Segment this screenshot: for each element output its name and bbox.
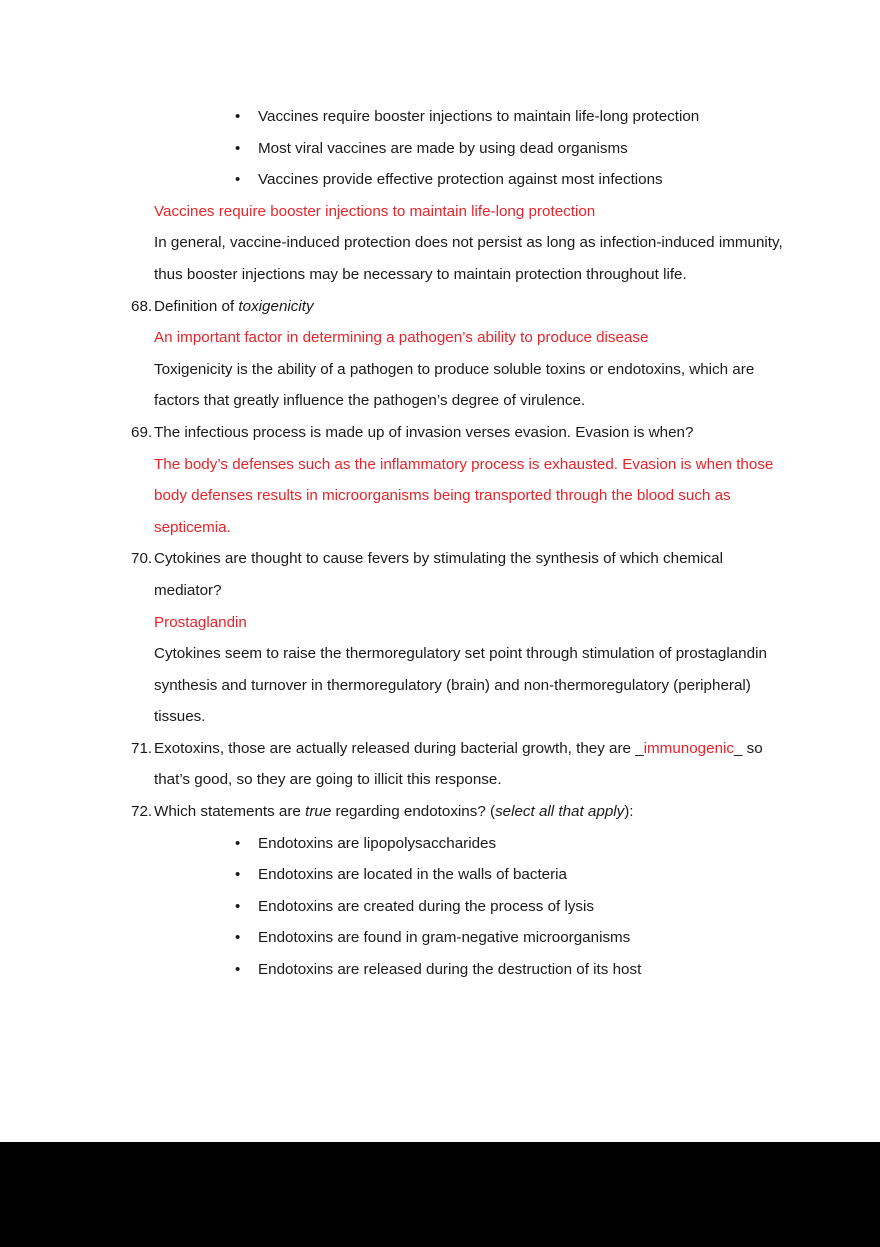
prompt-tail: so that’s good, so they are going to illicit this response.	[154, 739, 763, 789]
page-footer-bar	[0, 1142, 880, 1247]
bullet-icon: •	[235, 929, 241, 947]
document-content	[131, 101, 791, 986]
answer-68: An important factor in determining a pathogen’s ability to produce disease	[154, 329, 649, 347]
prompt-lead: Definition of	[154, 297, 239, 315]
option-list-top	[131, 101, 791, 196]
question-prompt: Cytokines are thought to cause fevers by stimulating the synthesis of which chemical mediator?	[154, 550, 723, 599]
question-prompt	[154, 796, 791, 828]
question-number: 72.	[131, 803, 153, 821]
question-prompt	[154, 733, 790, 796]
list-item	[131, 859, 791, 891]
question-prompt	[154, 291, 791, 323]
option-text: Most viral vaccines are made by using dead organisms	[258, 139, 628, 157]
answer-text: Vaccines require booster injections to maintain life-long protection	[154, 202, 596, 220]
question-68	[131, 291, 791, 323]
bullet-icon: •	[235, 139, 241, 157]
prompt-mid: regarding endotoxins? (	[331, 803, 496, 821]
question-69	[131, 417, 791, 449]
bullet-icon: •	[235, 866, 241, 884]
question-72	[131, 796, 791, 828]
prompt-lead: Exotoxins, those are actually released during bacterial growth, they are	[154, 739, 636, 757]
question-70	[131, 543, 791, 606]
list-item	[131, 891, 791, 923]
list-item	[131, 164, 791, 196]
bullet-icon: •	[235, 897, 241, 915]
prompt-term: toxigenicity	[238, 297, 314, 315]
option-text: Vaccines provide effective protection against most infections	[258, 171, 663, 189]
question-number: 69.	[131, 423, 153, 441]
option-text: Endotoxins are created during the process of lysis	[258, 897, 594, 915]
list-item	[131, 101, 791, 133]
list-item	[131, 133, 791, 165]
explanation-68: Toxigenicity is the ability of a pathogen to produce soluble toxins or endotoxins, which are factors that greatly influence the pathogen’s degree of virulence.	[154, 360, 755, 410]
answer-69: The body’s defenses such as the inflammatory process is exhausted. Evasion is when those body defenses results in microorganisms being transported through the blood such as septicemia.	[154, 455, 774, 536]
list-item	[131, 828, 791, 860]
question-number: 71.	[131, 739, 153, 757]
prompt-lead: Which statements are	[154, 803, 306, 821]
option-text: Endotoxins are located in the walls of bacteria	[258, 866, 567, 884]
list-item	[131, 954, 791, 986]
option-text: Vaccines require booster injections to maintain life-long protection	[258, 108, 700, 125]
bullet-icon: •	[235, 961, 241, 979]
explanation-text: In general, vaccine-induced protection does not persist as long as infection-induced immunity, thus booster injections may be necessary to maintain protection throughout life.	[154, 234, 783, 283]
option-list-72	[131, 828, 791, 986]
blank-answer: immunogenic	[643, 739, 734, 757]
blank-underscore-lead: _	[635, 739, 644, 757]
bullet-icon: •	[235, 171, 241, 189]
option-text: Endotoxins are found in gram-negative microorganisms	[258, 929, 631, 947]
bullet-icon: •	[235, 108, 241, 125]
explanation-70: Cytokines seem to raise the thermoregulatory set point through stimulation of prostaglandin synthesis and turnover in thermoregulatory (brain) and non-thermoregulatory (peripheral) tissues.	[154, 645, 767, 726]
question-71	[131, 733, 791, 796]
list-item	[131, 922, 791, 954]
prompt-emphasis-instruction: select all that apply	[495, 803, 625, 821]
question-prompt: The infectious process is made up of invasion verses evasion. Evasion is when?	[154, 423, 694, 441]
prompt-emphasis-true: true	[305, 803, 332, 821]
question-number: 70.	[131, 550, 153, 568]
bullet-icon: •	[235, 834, 241, 852]
question-number: 68.	[131, 297, 153, 315]
option-text: Endotoxins are released during the destruction of its host	[258, 961, 642, 979]
option-text: Endotoxins are lipopolysaccharides	[258, 834, 497, 852]
blank-underscore-trail: _	[733, 739, 743, 757]
answer-70: Prostaglandin	[154, 613, 247, 631]
prompt-tail: ):	[624, 803, 634, 821]
